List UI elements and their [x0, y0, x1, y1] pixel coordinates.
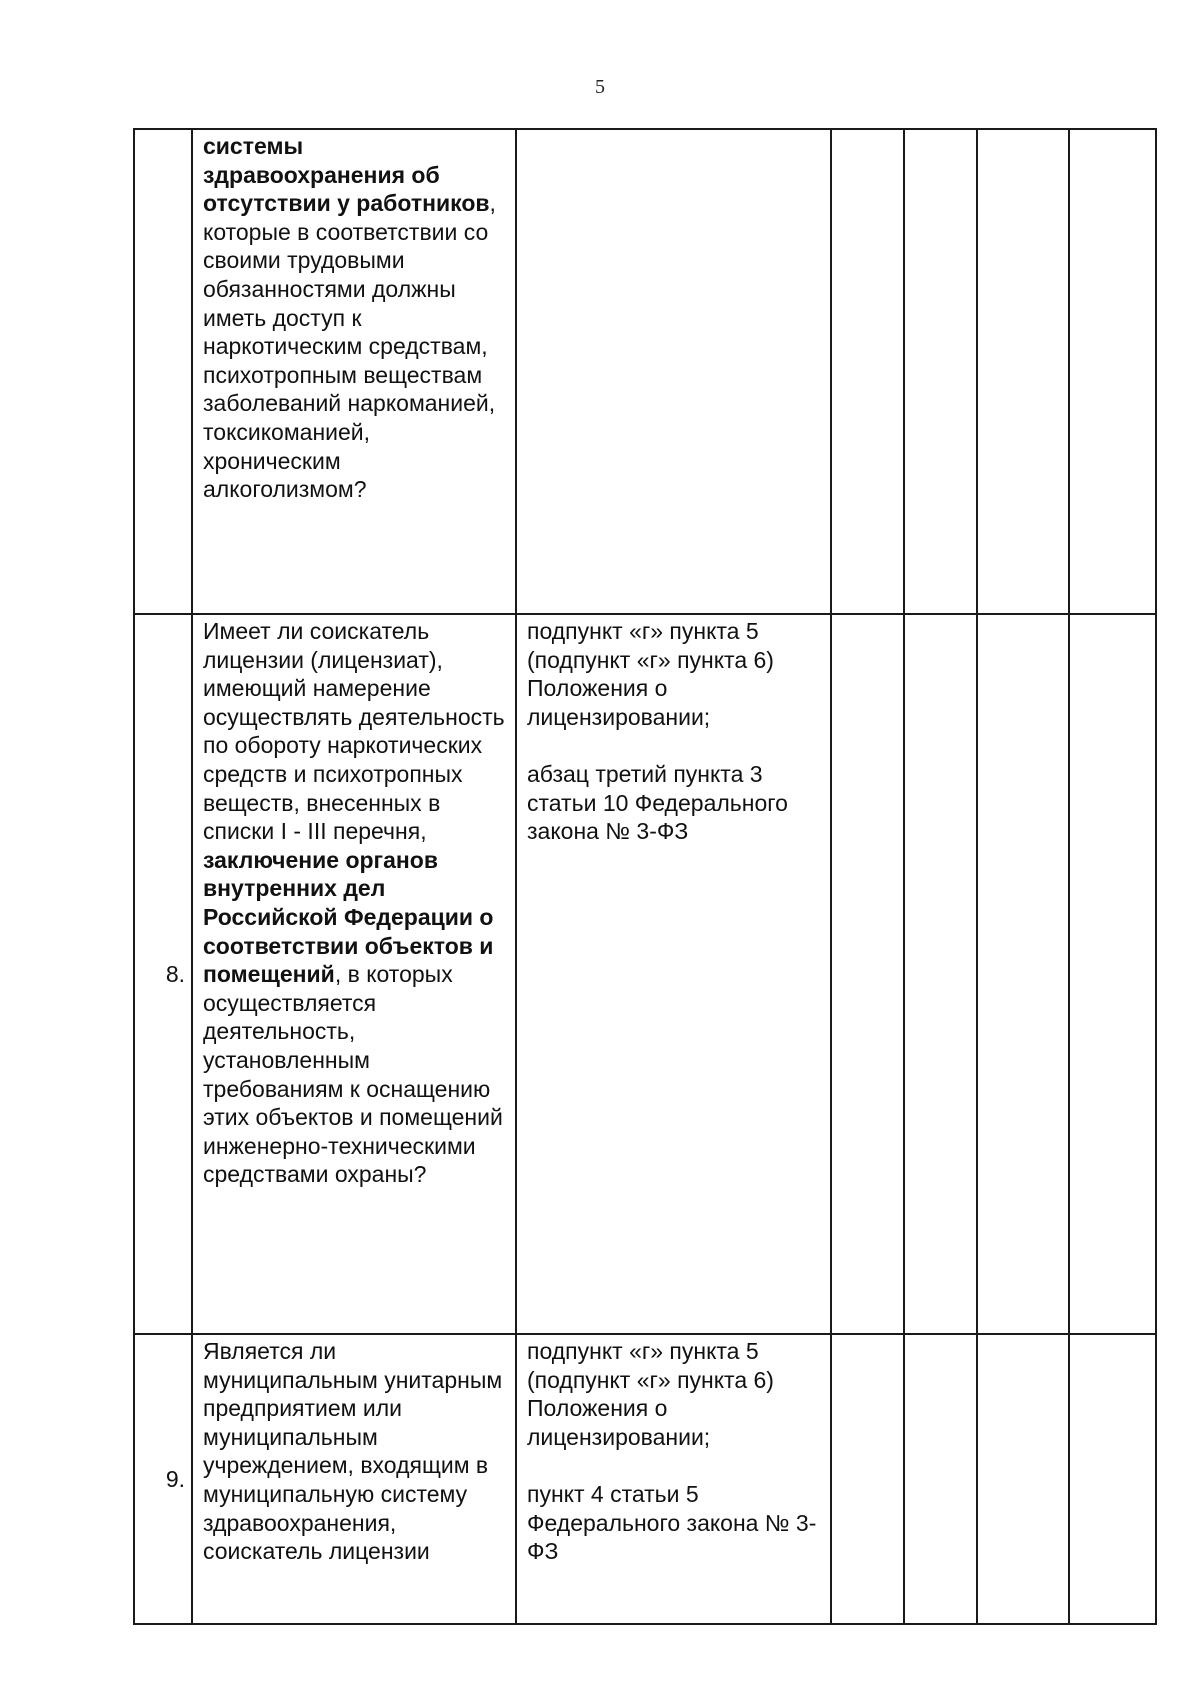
question-cell [192, 129, 516, 614]
comment-cell[interactable] [1069, 614, 1156, 1334]
table-row [134, 1334, 1156, 1624]
question-text-continued: , в которых осуществляется деятельность, установленным требованиям к оснащению этих объектов и помещений инженерно-техническими средствами охраны? [203, 961, 503, 1188]
row-number-cell: 8. [134, 614, 192, 1334]
comment-cell[interactable] [1069, 129, 1156, 614]
question-bold-text: системы здравоохранения об отсутствии у работников [203, 133, 490, 217]
legal-reference-cell [516, 1334, 831, 1624]
answer-cell-yes[interactable] [831, 614, 904, 1334]
legal-reference-cell [516, 614, 831, 1334]
answer-cell-yes[interactable] [831, 129, 904, 614]
legal-reference: пункт 4 статьи 5 Федерального закона № 3-ФЗ [527, 1480, 817, 1565]
legal-reference: подпункт «г» пункта 5 (подпункт «г» пункта 6) Положения о лицензировании; [527, 618, 774, 730]
answer-cell-no[interactable] [904, 129, 977, 614]
table-row [134, 614, 1156, 1334]
row-number-cell: 9. [134, 1334, 192, 1624]
answer-cell-not-applicable[interactable] [977, 129, 1069, 614]
question-text: Имеет ли соискатель лицензии (лицензиат), имеющий намерение осуществлять деятельность по обороту наркотических средств и психотропных веществ, внесенных в списки I - III перечня, [203, 618, 505, 845]
legal-reference: подпункт «г» пункта 5 (подпункт «г» пункта 6) Положения о лицензировании; [527, 1338, 774, 1450]
answer-cell-no[interactable] [904, 614, 977, 1334]
checklist-table [133, 128, 1157, 1625]
comment-cell[interactable] [1069, 1334, 1156, 1624]
page-number: 5 [595, 76, 605, 98]
legal-reference: абзац третий пункта 3 статьи 10 Федерального закона № 3-ФЗ [527, 760, 788, 845]
table-row [134, 129, 1156, 614]
row-number-cell [134, 129, 192, 614]
question-text: , которые в соответствии со своими трудовыми обязанностями должны иметь доступ к наркотическим средствам, психотропным веществам заболеваний наркоманией, токсикоманией, хроническим алкоголизмом? [203, 190, 496, 503]
answer-cell-not-applicable[interactable] [977, 614, 1069, 1334]
question-cell [192, 614, 516, 1334]
answer-cell-no[interactable] [904, 1334, 977, 1624]
answer-cell-not-applicable[interactable] [977, 1334, 1069, 1624]
answer-cell-yes[interactable] [831, 1334, 904, 1624]
question-cell: Является ли муниципальным унитарным предприятием или муниципальным учреждением, входящим в муниципальную систему здравоохранения, соискатель лицензии [192, 1334, 516, 1624]
legal-reference-cell [516, 129, 831, 614]
question-bold-text: заключение органов внутренних дел Российской Федерации о соответствии объектов и помещений [203, 846, 494, 988]
